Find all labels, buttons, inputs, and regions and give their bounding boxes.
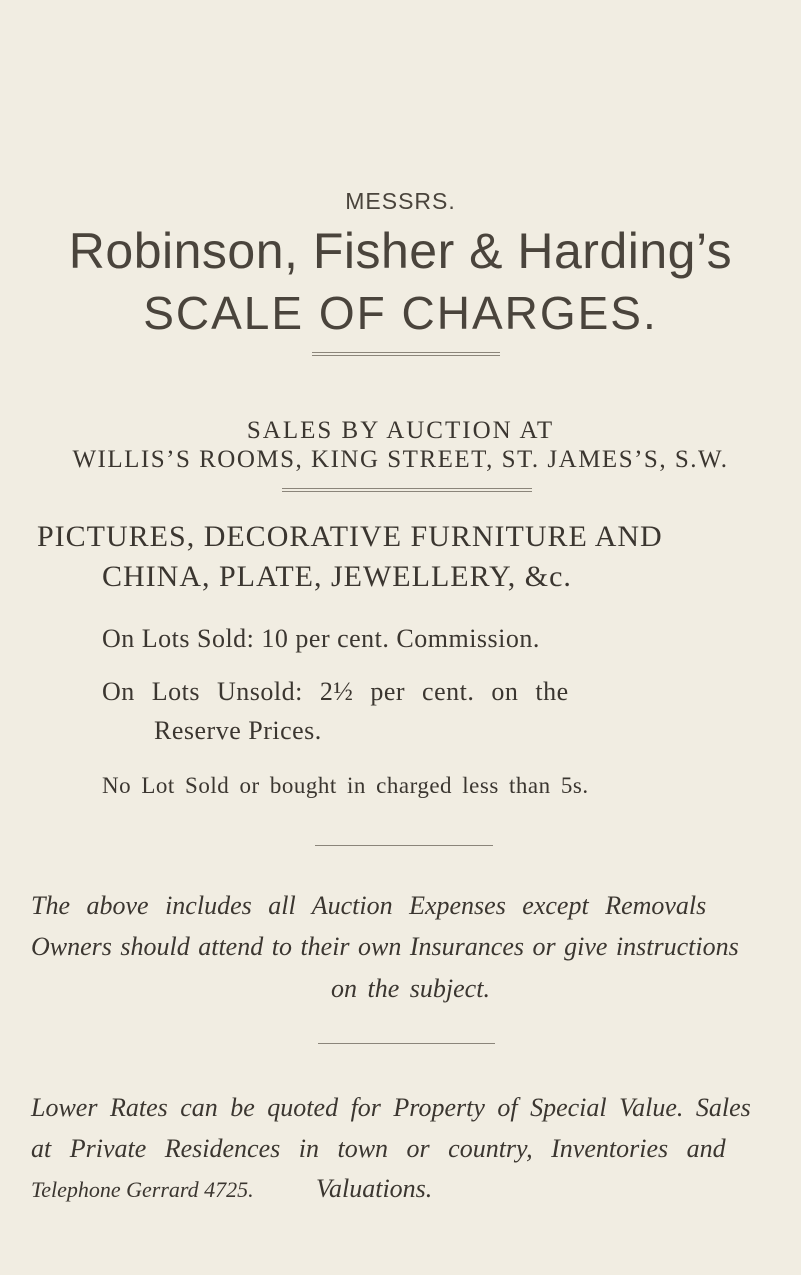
divider-rule: [315, 845, 493, 846]
firm-name: Robinson, Fisher & Harding’s: [68, 223, 733, 279]
private-residences-note: at Private Residences in town or country, Inventories and: [31, 1134, 726, 1163]
categories-line-1: PICTURES, DECORATIVE FURNITURE AND: [37, 520, 663, 553]
expenses-note: The above includes all Auction Expenses except Removals: [31, 891, 707, 920]
venue-line-1: SALES BY AUCTION AT: [246, 417, 555, 444]
lower-rates-note: Lower Rates can be quoted for Property of Special Value. Sales: [31, 1093, 751, 1122]
insurance-note-continued: on the subject.: [331, 974, 490, 1003]
telephone-number: Telephone Gerrard 4725.: [31, 1177, 254, 1202]
messrs-heading: MESSRS.: [345, 188, 456, 214]
sold-commission: On Lots Sold: 10 per cent. Commission.: [102, 624, 540, 653]
divider-rule: [312, 352, 500, 356]
valuations-note: Valuations.: [316, 1174, 433, 1203]
venue-line-2: WILLIS’S ROOMS, KING STREET, ST. JAMES’S, S.W.: [72, 446, 729, 473]
divider-rule: [282, 488, 532, 492]
minimum-charge: No Lot Sold or bought in charged less than 5s.: [102, 773, 589, 798]
divider-rule: [318, 1043, 495, 1044]
unsold-commission: On Lots Unsold: 2½ per cent. on the: [102, 677, 569, 706]
categories-line-2: CHINA, PLATE, JEWELLERY, &c.: [102, 560, 572, 593]
page-title: SCALE OF CHARGES.: [143, 287, 658, 339]
unsold-commission-continued: Reserve Prices.: [154, 716, 322, 745]
insurance-note: Owners should attend to their own Insurances or give instructions: [31, 932, 739, 961]
